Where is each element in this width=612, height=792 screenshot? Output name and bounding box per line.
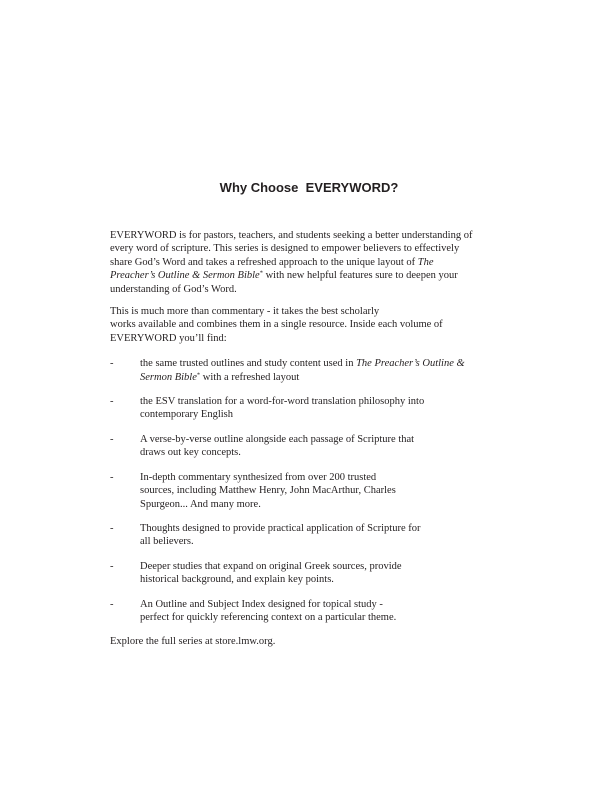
text-run: This is much more than commentary - it takes the best scholarly bbox=[110, 306, 380, 318]
list-item-text bbox=[140, 598, 508, 625]
text-column bbox=[110, 180, 508, 649]
text-run: EVERYWORD you’ll find: bbox=[110, 332, 227, 344]
text-line bbox=[110, 256, 508, 269]
bullet-dash: - bbox=[110, 358, 114, 370]
text-line bbox=[140, 522, 508, 535]
text-run: sources, including Matthew Henry, John MacArthur, Charles bbox=[140, 485, 396, 497]
text-run: contemporary English bbox=[140, 409, 234, 421]
list-item-text bbox=[140, 471, 508, 511]
bullet-dash: - bbox=[110, 396, 114, 408]
text-run: share God’s Word and takes a refreshed approach to the unique layout of bbox=[110, 256, 418, 268]
text-line bbox=[140, 408, 508, 421]
text-run: the same trusted outlines and study content used in bbox=[140, 358, 357, 370]
text-line bbox=[140, 498, 508, 511]
list-item-text bbox=[140, 522, 508, 549]
list-item-text bbox=[140, 395, 508, 422]
text-run: all believers. bbox=[140, 536, 194, 548]
text-line bbox=[110, 242, 508, 255]
text-run: understanding of God’s Word. bbox=[110, 283, 237, 295]
text-line bbox=[140, 611, 508, 624]
page-title: Why Choose EVERYWORD? bbox=[219, 180, 399, 195]
text-run: An Outline and Subject Index designed for topical study - bbox=[140, 598, 383, 610]
text-line bbox=[140, 535, 508, 548]
text-run: EVERYWORD is for pastors, teachers, and students seeking a better understanding of bbox=[110, 230, 473, 241]
text-line bbox=[110, 269, 508, 282]
text-line bbox=[140, 446, 508, 459]
text-line bbox=[110, 318, 508, 331]
text-line bbox=[110, 332, 508, 345]
list-item bbox=[110, 522, 508, 549]
book-title-italic: Sermon Bible bbox=[140, 371, 197, 383]
list-item bbox=[110, 598, 508, 625]
bullet-dash: - bbox=[110, 598, 114, 610]
text-line bbox=[140, 484, 508, 497]
text-line bbox=[110, 229, 508, 242]
text-run: draws out key concepts. bbox=[140, 447, 241, 459]
summary-paragraph bbox=[110, 305, 508, 345]
text-run: A verse-by-verse outline alongside each passage of Scripture that bbox=[140, 433, 415, 445]
text-run: the ESV translation for a word-for-word translation philosophy into bbox=[140, 396, 425, 408]
text-line bbox=[140, 433, 508, 446]
text-line bbox=[140, 395, 508, 408]
bullet-dash: - bbox=[110, 522, 114, 534]
list-item bbox=[110, 471, 508, 511]
list-item-text bbox=[140, 433, 508, 460]
list-item bbox=[110, 357, 508, 384]
book-title-italic: The Preacher’s Outline & bbox=[356, 358, 465, 370]
bullet-dash: - bbox=[110, 433, 114, 445]
trademark-asterisk: * bbox=[259, 269, 263, 277]
text-run: Deeper studies that expand on original Greek sources, provide bbox=[140, 560, 402, 572]
bullet-dash: - bbox=[110, 471, 114, 483]
intro-paragraph bbox=[110, 229, 508, 296]
text-run: with new helpful features sure to deepen your bbox=[262, 270, 458, 282]
list-item-text bbox=[140, 357, 508, 384]
text-run: perfect for quickly referencing context on a particular theme. bbox=[140, 611, 397, 623]
text-run: In-depth commentary synthesized from over 200 trusted bbox=[140, 471, 377, 483]
text-line bbox=[110, 283, 508, 296]
text-line bbox=[110, 305, 508, 318]
text-line bbox=[140, 471, 508, 484]
list-item bbox=[110, 395, 508, 422]
feature-list bbox=[110, 357, 508, 624]
list-item bbox=[110, 433, 508, 460]
text-run: works available and combines them in a single resource. Inside each volume of bbox=[110, 319, 443, 331]
text-line bbox=[140, 573, 508, 586]
text-run: Spurgeon... And many more. bbox=[140, 498, 261, 510]
text-line bbox=[140, 560, 508, 573]
book-title-italic: The bbox=[417, 256, 434, 268]
book-title-italic: Preacher’s Outline & Sermon Bible bbox=[110, 270, 260, 282]
bullet-dash: - bbox=[110, 560, 114, 572]
text-run: Thoughts designed to provide practical application of Scripture for bbox=[140, 522, 421, 534]
text-run: with a refreshed layout bbox=[200, 371, 300, 383]
store-link-line: Explore the full series at store.lmw.org. bbox=[110, 636, 276, 648]
text-run: every word of scripture. This series is designed to empower believers to effectively bbox=[110, 243, 460, 255]
text-line bbox=[140, 357, 508, 370]
text-run: historical background, and explain key points. bbox=[140, 574, 334, 586]
text-line bbox=[140, 598, 508, 611]
list-item bbox=[110, 560, 508, 587]
trademark-asterisk: * bbox=[196, 371, 201, 379]
list-item-text bbox=[140, 560, 508, 587]
text-line bbox=[140, 371, 508, 384]
